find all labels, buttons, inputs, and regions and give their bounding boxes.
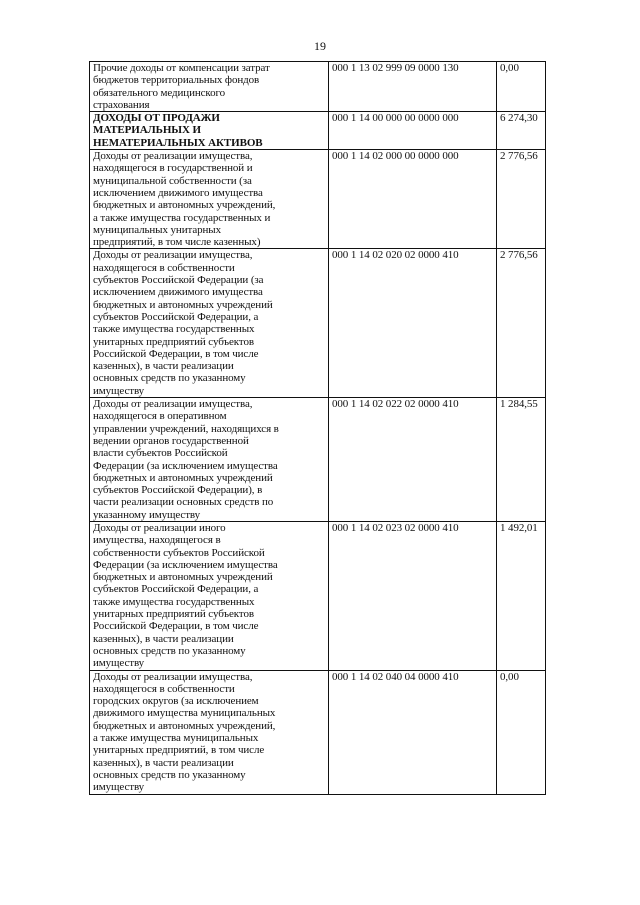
revenue-name-line: Доходы от реализации имущества, [93,670,253,683]
revenue-name-cell [90,521,329,670]
budget-code-cell: 000 1 13 02 999 09 0000 130 [329,62,497,112]
page-number: 19 [314,39,326,53]
revenue-name-line: Российской Федерации, в том числе [93,347,259,360]
revenue-name-line: казенных), в части реализации [93,360,234,373]
revenue-name-line: исключением движимого имущества [93,286,263,299]
table-row [90,670,546,794]
revenue-name-line: бюджетных и автономных учреждений, [93,199,276,212]
amount-cell: 2 776,56 [497,249,546,398]
revenue-name-line: имущества, находящегося в [93,534,221,547]
revenue-name-line: ведении органов государственной [93,434,249,447]
revenue-name-line: имуществу [93,781,145,794]
budget-code-cell: 000 1 14 00 000 00 0000 000 [329,112,497,150]
revenue-name-line: находящегося в государственной и [93,162,253,175]
revenue-name-line: Прочие доходы от компенсации затрат [93,62,270,74]
revenue-name-line: движимого имущества муниципальных [93,707,276,720]
revenue-name-line: казенных), в части реализации [93,756,234,769]
revenue-name-line: а также имущества государственных и [93,211,271,224]
revenue-name-line: МАТЕРИАЛЬНЫХ И [93,124,201,137]
revenue-name-line: также имущества государственных [93,323,255,336]
revenue-name-line: унитарных предприятий субъектов [93,608,254,621]
revenue-name-line: унитарных предприятий, в том числе [93,744,265,757]
revenue-name-line: казенных), в части реализации [93,632,234,645]
revenue-name-line: основных средств по указанному [93,372,246,385]
revenue-name-line: НЕМАТЕРИАЛЬНЫХ АКТИВОВ [93,136,263,149]
revenue-name-line: части реализации основных средств по [93,496,274,509]
table-row [90,62,546,112]
revenue-name-line: бюджетных и автономных учреждений [93,571,273,584]
revenue-name-line: бюджетных и автономных учреждений [93,298,273,311]
revenue-name-line: субъектов Российской Федерации), в [93,484,263,497]
revenue-name-cell [90,150,329,249]
revenue-name-line: указанному имуществу [93,508,201,521]
revenue-name-line: Федерации (за исключением имущества [93,459,278,472]
revenue-name-line: Доходы от реализации имущества, [93,150,253,163]
revenue-name-line: муниципальных унитарных [93,223,221,236]
revenue-name-cell [90,112,329,150]
revenue-name-line: субъектов Российской Федерации, а [93,310,259,323]
revenue-name-line: Российской Федерации, в том числе [93,620,259,633]
amount-cell: 2 776,56 [497,150,546,249]
revenue-name-line: основных средств по указанному [93,644,246,657]
revenue-name-cell [90,398,329,522]
table-row [90,249,546,398]
revenue-name-line: городских округов (за исключением [93,695,259,708]
amount-cell: 1 284,55 [497,398,546,522]
revenue-name-line: имуществу [93,657,145,670]
revenue-name-line: предприятий, в том числе казенных) [93,236,261,249]
revenue-name-cell [90,249,329,398]
revenue-name-line: собственности субъектов Российской [93,546,265,559]
revenue-name-line: исключением движимого имущества [93,186,263,199]
budget-code-cell: 000 1 14 02 023 02 0000 410 [329,521,497,670]
revenue-name-line: обязательного медицинского [93,86,226,99]
revenue-name-line: Федерации (за исключением имущества [93,558,278,571]
table-row [90,521,546,670]
table-row [90,112,546,150]
table-row [90,150,546,249]
amount-cell: 0,00 [497,62,546,112]
revenue-name-line: муниципальной собственности (за [93,174,252,187]
revenue-name-line: Доходы от реализации имущества, [93,398,253,411]
revenue-name-line: основных средств по указанному [93,768,246,781]
amount-cell: 0,00 [497,670,546,794]
revenue-table [89,61,546,795]
revenue-name-line: бюджетов территориальных фондов [93,74,260,87]
revenue-name-line: также имущества государственных [93,595,255,608]
table-row [90,398,546,522]
revenue-name-line: находящегося в собственности [93,261,235,274]
revenue-name-line: имуществу [93,384,145,397]
budget-code-cell: 000 1 14 02 000 00 0000 000 [329,150,497,249]
revenue-name-line: управлении учреждений, находящихся в [93,422,279,435]
revenue-name-line: бюджетных и автономных учреждений, [93,719,276,732]
budget-code-cell: 000 1 14 02 040 04 0000 410 [329,670,497,794]
revenue-name-line: власти субъектов Российской [93,447,228,460]
revenue-name-line: находящегося в оперативном [93,410,227,423]
revenue-name-line: субъектов Российской Федерации, а [93,583,259,596]
revenue-name-line: Доходы от реализации иного [93,521,226,534]
revenue-name-line: находящегося в собственности [93,682,235,695]
revenue-name-line: страхования [93,98,150,111]
revenue-name-line: Доходы от реализации имущества, [93,249,253,262]
revenue-name-cell [90,62,329,112]
table-body [90,62,546,795]
amount-cell: 1 492,01 [497,521,546,670]
revenue-name-line: ДОХОДЫ ОТ ПРОДАЖИ [93,112,220,125]
budget-code-cell: 000 1 14 02 020 02 0000 410 [329,249,497,398]
revenue-name-line: а также имущества муниципальных [93,732,259,745]
revenue-name-line: бюджетных и автономных учреждений [93,471,273,484]
budget-code-cell: 000 1 14 02 022 02 0000 410 [329,398,497,522]
amount-cell: 6 274,30 [497,112,546,150]
revenue-name-cell [90,670,329,794]
revenue-name-line: унитарных предприятий субъектов [93,335,254,348]
revenue-name-line: субъектов Российской Федерации (за [93,274,264,287]
